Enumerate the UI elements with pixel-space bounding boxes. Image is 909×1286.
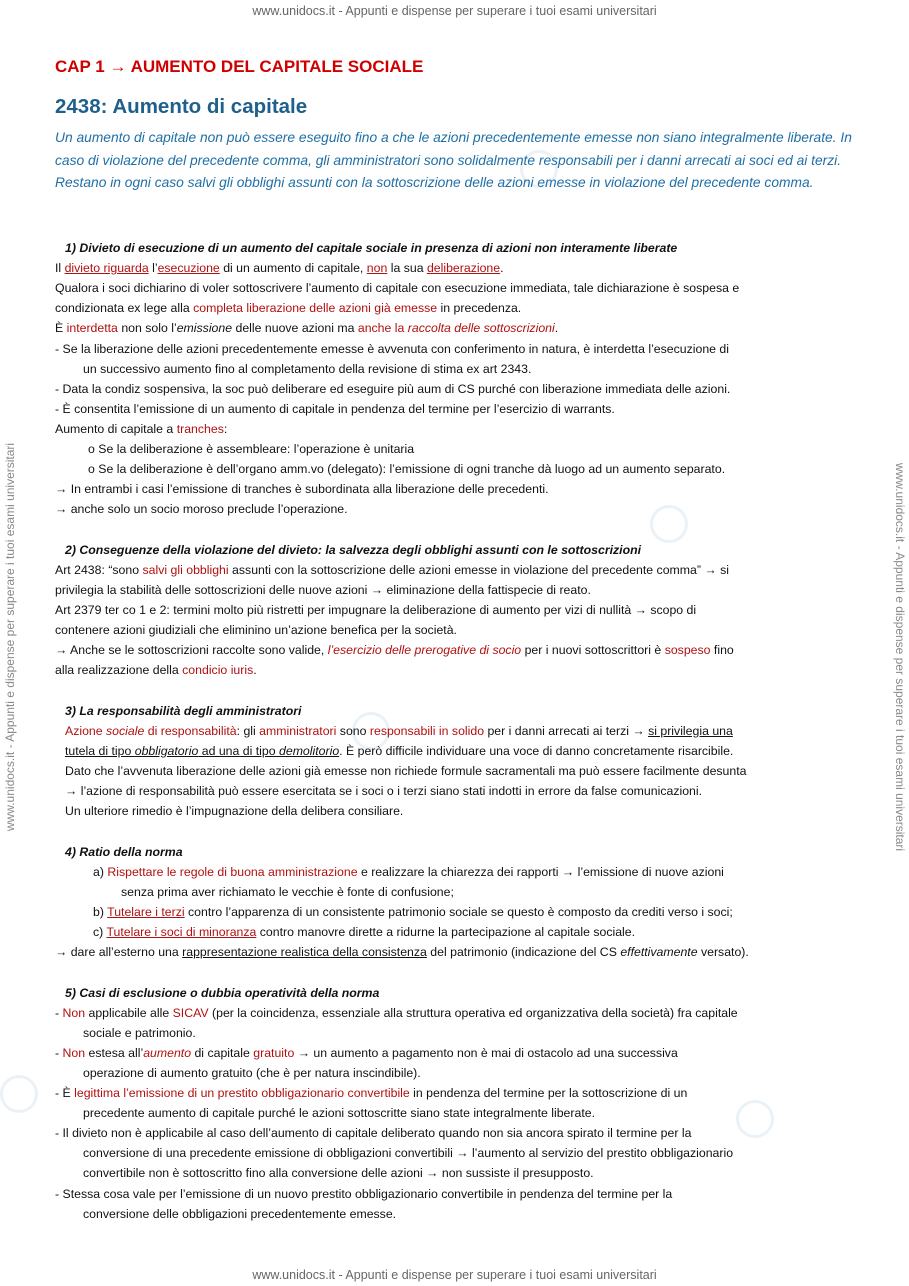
paragraph-line: Art 2379 ter co 1 e 2: termini molto più ristretti per impugnare la deliberazione di aumento per vizi di nullità → scopo di — [55, 603, 697, 617]
bullet-item: - È legittima l’emissione di un prestito obbligazionario convertibile in pendenza del termine per la sottoscrizione di un — [55, 1086, 688, 1100]
paragraph-line: Un ulteriore rimedio è l’impugnazione della delibera consiliare. — [65, 804, 404, 818]
bullet-item: - È consentita l’emissione di un aumento di capitale in pendenza del termine per l’esercizio di warrants. — [55, 402, 615, 416]
bullet-item-cont: conversione delle obbligazioni precedentemente emesse. — [83, 1207, 397, 1221]
paragraph-line: Il divieto riguarda l’esecuzione di un aumento di capitale, non la sua deliberazione. — [55, 261, 504, 275]
bullet-item-cont: un successivo aumento fino al completamento della revisione di stima ex art 2343. — [83, 362, 532, 376]
paragraph-line: → l’azione di responsabilità può essere esercitata se i soci o i terzi siano stati indotti in errore da false comunicazioni. — [65, 784, 703, 798]
chapter-title: CAP 1 → AUMENTO DEL CAPITALE SOCIALE — [55, 57, 424, 76]
article-title: 2438: Aumento di capitale — [55, 95, 308, 118]
list-item: a) Rispettare le regole di buona amministrazione e realizzare la chiarezza dei rapporti → l’emissione di nuove azioni — [93, 865, 724, 879]
section-4-title: 4) Ratio della norma — [65, 845, 183, 859]
bullet-item: - Il divieto non è applicabile al caso dell’aumento di capitale deliberato quando non sia ancora spirato il termine per la — [55, 1126, 692, 1140]
sub-bullet-item: o Se la deliberazione è dell’organo amm.vo (delegato): l’emissione di ogni tranche dà luogo ad un aumento separato. — [88, 462, 726, 476]
bullet-item-cont: conversione di una precedente emissione di obbligazioni convertibili → l’aumento al servizio del prestito obbligazionario — [83, 1146, 734, 1160]
bullet-item-cont: sociale e patrimonio. — [83, 1026, 196, 1040]
arrow-line: → dare all’esterno una rappresentazione realistica della consistenza del patrimonio (indicazione del CS effettivamente versato). — [55, 945, 749, 959]
watermark-logo-icon — [736, 1100, 774, 1138]
paragraph-line: privilegia la stabilità delle sottoscrizioni delle nuove azioni → eliminazione della fattispecie di reato. — [55, 583, 591, 597]
paragraph-line: Qualora i soci dichiarino di voler sottoscrivere l’aumento di capitale con esecuzione immediata, tale dichiarazione è sospesa e — [55, 281, 740, 295]
paragraph-line: Dato che l’avvenuta liberazione delle azioni già emesse non richiede formule sacramentali ma può essere facilmente desunta — [65, 764, 747, 778]
paragraph-line: alla realizzazione della condicio iuris. — [55, 663, 257, 677]
section-3-title: 3) La responsabilità degli amministratori — [65, 704, 302, 718]
watermark-footer: www.unidocs.it - Appunti e dispense per superare i tuoi esami universitari — [252, 1268, 657, 1282]
section-1-title: 1) Divieto di esecuzione di un aumento del capitale sociale in presenza di azioni non interamente liberate — [65, 241, 678, 255]
list-item: c) Tutelare i soci di minoranza contro manovre dirette a ridurne la partecipazione al capitale sociale. — [93, 925, 636, 939]
bullet-item: - Data la condiz sospensiva, la soc può deliberare ed eseguire più aum di CS purché con liberazione immediata delle azioni. — [55, 382, 731, 396]
list-item-cont: senza prima aver richiamato le vecchie è fonte di confusione; — [121, 885, 454, 899]
section-2-title: 2) Conseguenze della violazione del divieto: la salvezza degli obblighi assunti con le sottoscrizioni — [65, 543, 642, 557]
list-item: b) Tutelare i terzi contro l’apparenza di un consistente patrimonio sociale se questo è composto da crediti verso i soci; — [93, 905, 733, 919]
bullet-item: - Non estesa all’aumento di capitale gratuito → un aumento a pagamento non è mai di ostacolo ad una successiva — [55, 1046, 678, 1060]
bullet-item-cont: precedente aumento di capitale purché le azioni sottoscritte siano state integralmente liberate. — [83, 1106, 595, 1120]
watermark-logo-icon — [0, 1075, 38, 1113]
bullet-item: - Non applicabile alle SICAV (per la coincidenza, essenziale alla struttura operativa ed organizzativa della società) fra capitale — [55, 1006, 738, 1020]
bullet-item: - Se la liberazione delle azioni precedentemente emesse è avvenuta con conferimento in natura, è interdetta l’esecuzione di — [55, 342, 730, 356]
paragraph-line: condizionata ex lege alla completa liberazione delle azioni già emesse in precedenza. — [55, 301, 522, 315]
sub-bullet-item: o Se la deliberazione è assembleare: l’operazione è unitaria — [88, 442, 415, 456]
article-intro: Un aumento di capitale non può essere eseguito fino a che le azioni precedentemente emesse non siano integralmente liberate. In caso di violazione del precedente comma, gli amministratori sono solidalmente responsabili per i danni arrecati ai soci ed ai terzi. Restano in ogni caso salvi gli obblighi assunti con la sottoscrizione delle azioni emesse in violazione del precedente comma. — [55, 130, 852, 191]
paragraph-line: Aumento di capitale a tranches: — [55, 422, 228, 436]
arrow-line: → anche solo un socio moroso preclude l’operazione. — [55, 502, 348, 516]
bullet-item-cont: convertibile non è sottoscritto fino alla conversione delle azioni → non sussiste il presupposto. — [83, 1166, 594, 1180]
paragraph-line: tutela di tipo obbligatorio ad una di tipo demolitorio. È però difficile individuare una voce di danno concretamente risarcibile. — [65, 744, 734, 758]
watermark-side-left: www.unidocs.it - Appunti e dispense per superare i tuoi esami universitari — [3, 442, 17, 832]
paragraph-line: Azione sociale di responsabilità: gli amministratori sono responsabili in solido per i danni arrecati ai terzi → si privilegia una — [65, 724, 733, 738]
paragraph-line: contenere azioni giudiziali che eliminino un’azione benefica per la società. — [55, 623, 457, 637]
paragraph-line: Art 2438: “sono salvi gli obblighi assunti con la sottoscrizione delle azioni emesse in violazione del precedente comma” → si — [55, 563, 729, 577]
watermark-logo-icon — [650, 505, 688, 543]
bullet-item: - Stessa cosa vale per l’emissione di un nuovo prestito obbligazionario convertibile in pendenza del termine per la — [55, 1187, 673, 1201]
bullet-item-cont: operazione di aumento gratuito (che è per natura inscindibile). — [83, 1066, 421, 1080]
watermark-side-right: www.unidocs.it - Appunti e dispense per superare i tuoi esami universitari — [893, 462, 907, 852]
section-5-title: 5) Casi di esclusione o dubbia operatività della norma — [65, 986, 380, 1000]
paragraph-line: → Anche se le sottoscrizioni raccolte sono valide, l’esercizio delle prerogative di socio per i nuovi sottoscrittori è sospeso fino — [55, 643, 734, 657]
watermark-header: www.unidocs.it - Appunti e dispense per superare i tuoi esami universitari — [252, 4, 657, 18]
arrow-line: → In entrambi i casi l’emissione di tranches è subordinata alla liberazione delle precedenti. — [55, 482, 549, 496]
paragraph-line: È interdetta non solo l’emissione delle nuove azioni ma anche la raccolta delle sottoscrizioni. — [55, 321, 559, 335]
